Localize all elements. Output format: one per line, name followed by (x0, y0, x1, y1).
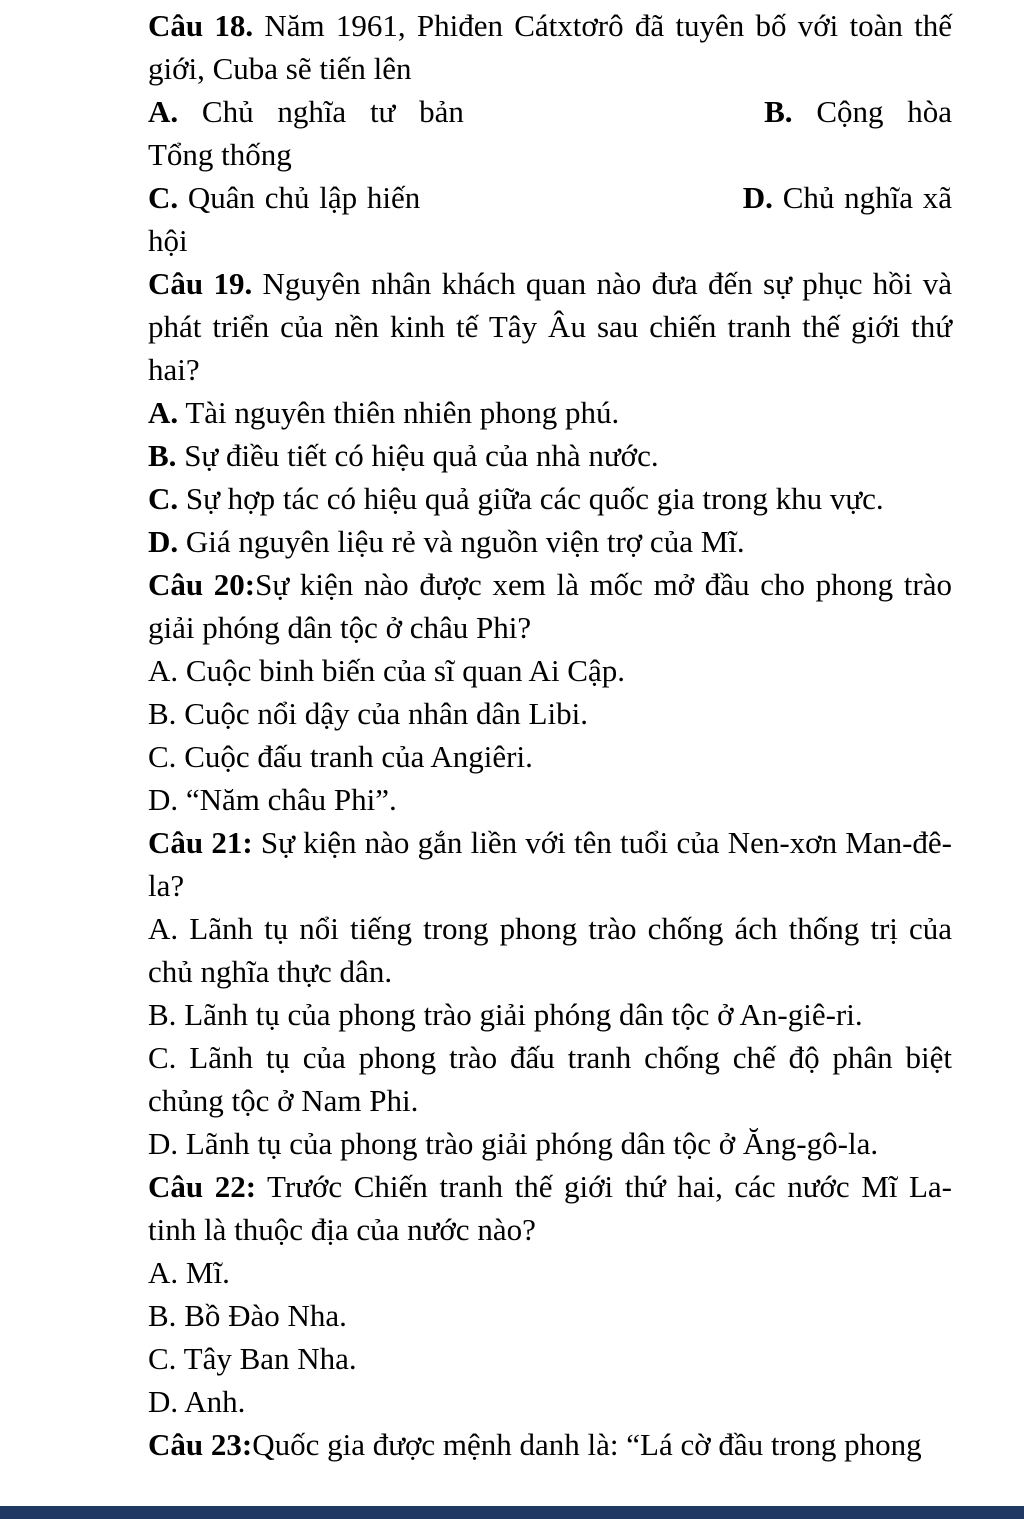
question-19-label: Câu 19. (148, 266, 253, 301)
question-22-text (148, 1165, 952, 1251)
option-18-b (764, 90, 952, 133)
option-19-b-text: Sự điều tiết có hiệu quả của nhà nước. (184, 438, 659, 473)
option-18-c (148, 176, 420, 219)
question-18-body: Năm 1961, Phiđen Cátxtơrô đã tuyên bố với toàn thế giới, Cuba sẽ tiến lên (148, 8, 952, 86)
option-22-b-label: B. (148, 1298, 177, 1333)
option-18-d (743, 176, 952, 219)
question-21-text (148, 821, 952, 907)
option-20-d (148, 778, 952, 821)
option-19-c-label: C. (148, 481, 179, 516)
option-19-d (148, 520, 952, 563)
option-18-a-text: Chủ nghĩa tư bản (201, 94, 464, 129)
option-22-a (148, 1251, 952, 1294)
option-20-c-label: C. (148, 739, 177, 774)
option-20-a-text: Cuộc binh biến của sĩ quan Ai Cập. (185, 653, 625, 688)
option-22-c (148, 1337, 952, 1380)
question-21 (148, 821, 952, 1165)
option-18-c-text: Quân chủ lập hiến (187, 180, 421, 215)
option-21-d-text: Lãnh tụ của phong trào giải phóng dân tộc ở Ăng-gô-la. (185, 1126, 879, 1161)
option-19-a (148, 391, 952, 434)
option-21-b-text: Lãnh tụ của phong trào giải phóng dân tộc ở An-giê-ri. (184, 997, 863, 1032)
question-20 (148, 563, 952, 821)
question-18-option-row-1 (148, 90, 952, 133)
option-22-b-text: Bồ Đào Nha. (184, 1298, 347, 1333)
question-21-body: Sự kiện nào gắn liền với tên tuổi của Nen-xơn Man-đê-la? (148, 825, 952, 903)
option-19-b (148, 434, 952, 477)
option-20-b (148, 692, 952, 735)
option-21-a-label: A. (148, 911, 179, 946)
option-22-d-label: D. (148, 1384, 179, 1419)
question-19-body: Nguyên nhân khách quan nào đưa đến sự phục hồi và phát triển của nền kinh tế Tây Âu sau chiến tranh thế giới thứ hai? (148, 266, 952, 387)
option-18-a (148, 90, 464, 133)
option-19-c-text: Sự hợp tác có hiệu quả giữa các quốc gia trong khu vực. (185, 481, 884, 516)
option-21-b-label: B. (148, 997, 177, 1032)
option-21-b (148, 993, 952, 1036)
option-22-a-text: Mĩ. (185, 1255, 230, 1290)
option-20-a-label: A. (148, 653, 179, 688)
question-20-text (148, 563, 952, 649)
question-23 (148, 1423, 952, 1466)
question-20-body: Sự kiện nào được xem là mốc mở đầu cho phong trào giải phóng dân tộc ở châu Phi? (148, 567, 952, 645)
question-18-label: Câu 18. (148, 8, 254, 43)
question-21-label: Câu 21: (148, 825, 253, 860)
option-18-d-text: Chủ nghĩa xã (782, 180, 952, 215)
option-20-b-label: B. (148, 696, 177, 731)
option-20-c-text: Cuộc đấu tranh của Angiêri. (184, 739, 533, 774)
option-21-a (148, 907, 952, 993)
option-22-d-text: Anh. (184, 1384, 246, 1419)
option-20-b-text: Cuộc nổi dậy của nhân dân Libi. (184, 696, 588, 731)
option-21-c (148, 1036, 952, 1122)
question-23-label: Câu 23: (148, 1427, 253, 1462)
option-19-b-label: B. (148, 438, 177, 473)
question-19-text (148, 262, 952, 391)
option-18-d-label: D. (742, 180, 773, 215)
question-23-text (148, 1423, 952, 1466)
option-21-d (148, 1122, 952, 1165)
option-21-c-text: Lãnh tụ của phong trào đấu tranh chống chế độ phân biệt chủng tộc ở Nam Phi. (148, 1040, 953, 1118)
question-20-label: Câu 20: (148, 567, 256, 602)
option-18-b-label: B. (764, 94, 793, 129)
question-22-label: Câu 22: (148, 1169, 257, 1204)
option-21-d-label: D. (148, 1126, 179, 1161)
option-18-b-text: Cộng hòa (816, 94, 952, 129)
option-22-c-text: Tây Ban Nha. (183, 1341, 357, 1376)
option-20-d-text: “Năm châu Phi”. (185, 782, 397, 817)
option-22-b (148, 1294, 952, 1337)
question-18-text (148, 4, 952, 90)
option-18-d-overflow: hội (148, 223, 188, 258)
question-23-body: Quốc gia được mệnh danh là: “Lá cờ đầu trong phong (252, 1427, 922, 1462)
question-22-body: Trước Chiến tranh thế giới thứ hai, các nước Mĩ La-tinh là thuộc địa của nước nào? (148, 1169, 953, 1247)
option-18-c-label: C. (148, 180, 179, 215)
option-22-c-label: C. (148, 1341, 177, 1376)
option-22-a-label: A. (148, 1255, 179, 1290)
option-20-d-label: D. (148, 782, 179, 817)
question-19 (148, 262, 952, 563)
option-19-d-text: Giá nguyên liệu rẻ và nguồn viện trợ của Mĩ. (185, 524, 745, 559)
question-18-option-row-2 (148, 176, 952, 219)
option-22-d (148, 1380, 952, 1423)
bottom-page-edge-bar (0, 1506, 1024, 1519)
option-20-c (148, 735, 952, 778)
option-19-d-label: D. (148, 524, 179, 559)
option-19-a-text: Tài nguyên thiên nhiên phong phú. (185, 395, 620, 430)
question-22 (148, 1165, 952, 1423)
option-18-b-overflow: Tổng thống (148, 137, 292, 172)
option-21-c-label: C. (148, 1040, 177, 1075)
question-18 (148, 4, 952, 262)
option-19-a-label: A. (148, 395, 179, 430)
option-18-a-label: A. (148, 94, 179, 129)
option-19-c (148, 477, 952, 520)
option-21-a-text: Lãnh tụ nổi tiếng trong phong trào chống ách thống trị của chủ nghĩa thực dân. (148, 911, 953, 989)
option-20-a (148, 649, 952, 692)
